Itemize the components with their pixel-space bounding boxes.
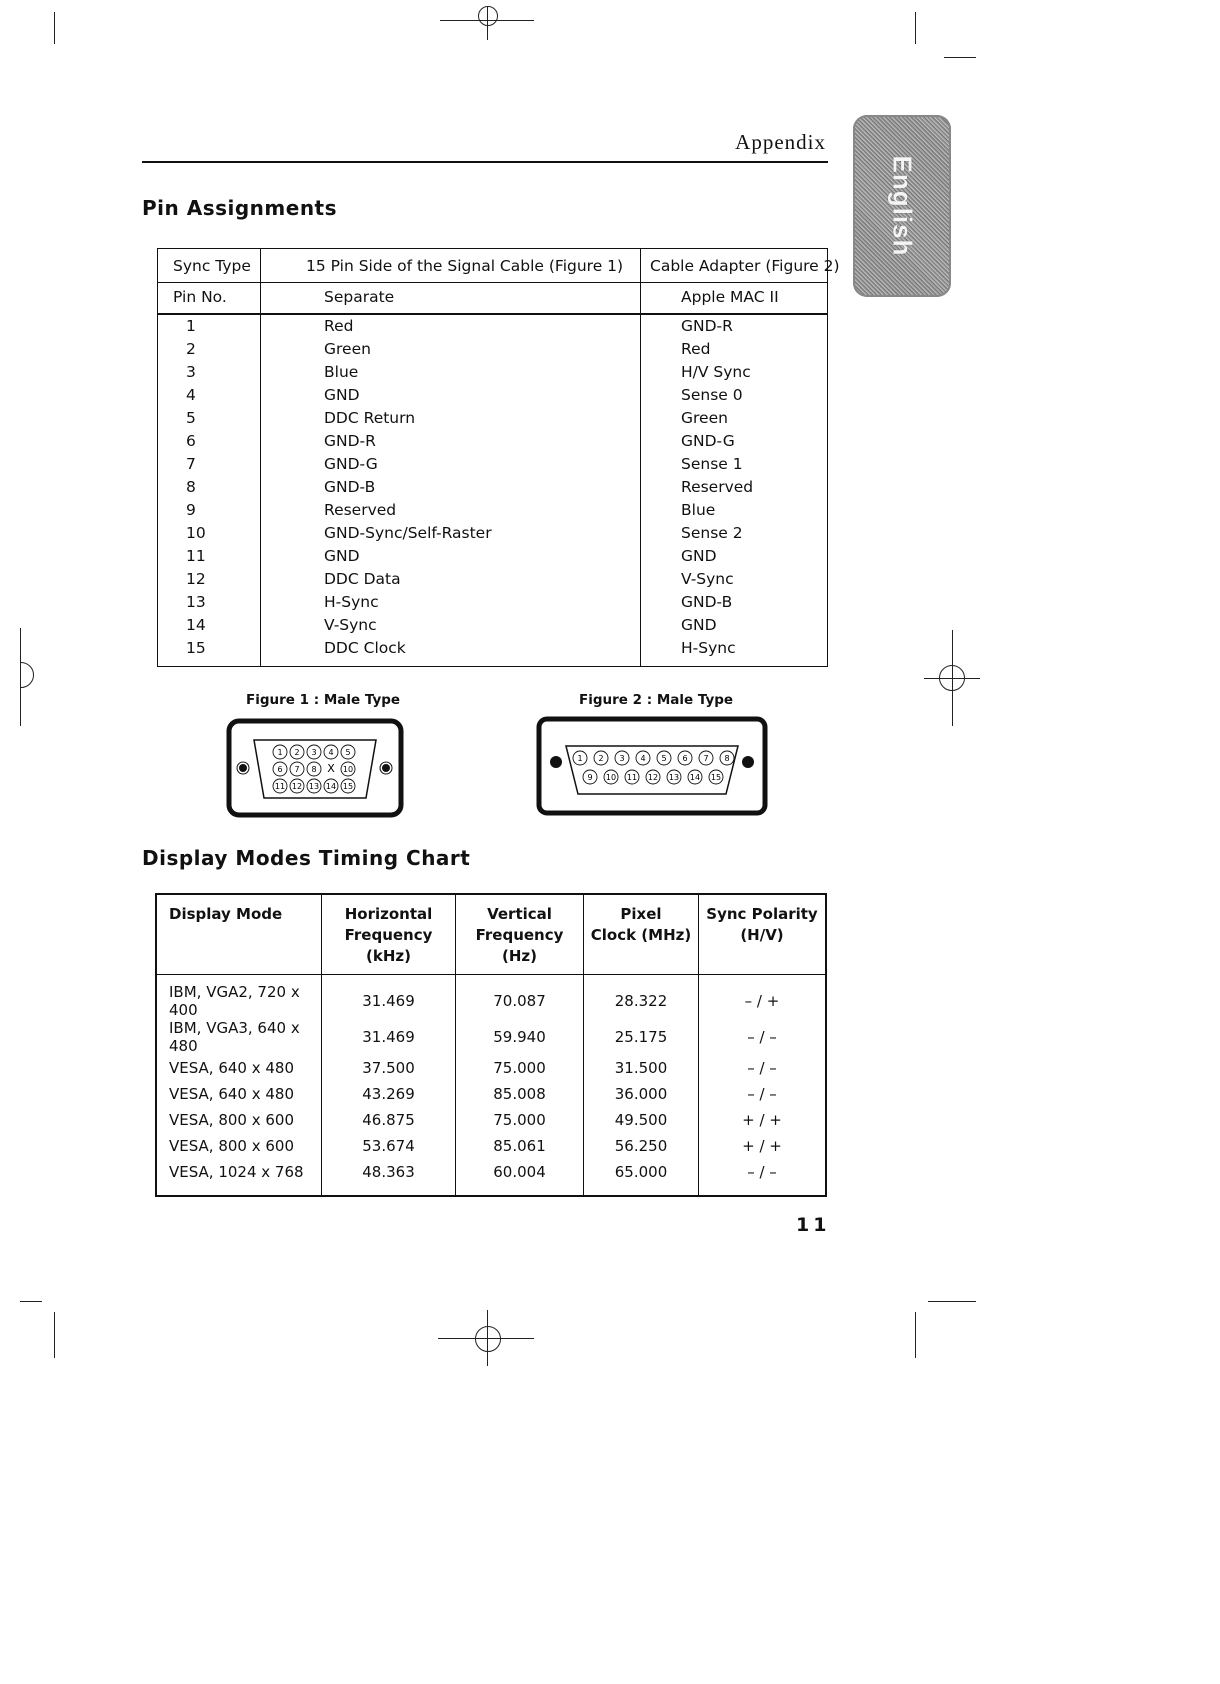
pin-label: 6 bbox=[277, 765, 283, 774]
col-display-mode: Display Mode bbox=[156, 894, 322, 975]
pin-label: 2 bbox=[598, 754, 604, 763]
pin-cell-pin: 5 bbox=[186, 409, 196, 427]
pin-label: 3 bbox=[619, 754, 625, 763]
timing-cell-sync: – / – bbox=[747, 1085, 777, 1103]
pin-cell-pin: 10 bbox=[186, 524, 206, 542]
table-row bbox=[156, 1133, 826, 1159]
pin-cell-apple: Green bbox=[681, 409, 728, 427]
pin-cell-pin: 14 bbox=[186, 616, 206, 634]
timing-cell-h: 48.363 bbox=[322, 1159, 456, 1196]
pin-cell-apple: GND bbox=[681, 547, 717, 565]
pin-cell-apple: Blue bbox=[681, 501, 716, 519]
pin-label: 14 bbox=[689, 773, 701, 782]
pin-label: 15 bbox=[710, 773, 722, 782]
pin-cell-apple: Reserved bbox=[681, 478, 754, 496]
timing-chart-table bbox=[155, 893, 827, 1197]
underline-mark bbox=[286, 282, 308, 283]
screw-hole-icon bbox=[742, 756, 754, 768]
pin-cell-apple: Sense 2 bbox=[681, 524, 743, 542]
pin-cell-pin: 3 bbox=[186, 363, 196, 381]
pin-label: 12 bbox=[647, 773, 659, 782]
pin-cell-separate: Blue bbox=[324, 363, 359, 381]
pin-cell-apple: GND-R bbox=[681, 317, 733, 335]
pin-cell-apple: H-Sync bbox=[681, 639, 736, 657]
timing-cell-v: 59.940 bbox=[456, 1019, 584, 1055]
pin-cell-separate: V-Sync bbox=[324, 616, 377, 634]
pin-label: 7 bbox=[703, 754, 709, 763]
figure-2-caption: Figure 2 : Male Type bbox=[579, 692, 734, 708]
table-row bbox=[158, 616, 827, 639]
pin-cell-separate: GND-B bbox=[324, 478, 376, 496]
table-row bbox=[158, 409, 827, 432]
timing-cell-clock: 31.500 bbox=[584, 1055, 699, 1081]
timing-cell-sync: + / + bbox=[742, 1137, 782, 1155]
timing-cell-v: 75.000 bbox=[456, 1107, 584, 1133]
pin-label: 9 bbox=[587, 773, 593, 782]
header-apple: Apple MAC II bbox=[681, 288, 779, 306]
pin-assignment-table bbox=[157, 248, 840, 667]
pin-cell-pin: 4 bbox=[186, 386, 196, 404]
table-row bbox=[158, 570, 827, 593]
timing-cell-clock: 56.250 bbox=[584, 1133, 699, 1159]
screw-hole-icon bbox=[382, 764, 390, 772]
pin-cell-apple: V-Sync bbox=[681, 570, 734, 588]
col-vertical-frequency: Vertical Frequency (Hz) bbox=[456, 894, 584, 975]
pin-cell-apple: GND-B bbox=[681, 593, 733, 611]
pin-cell-apple: Red bbox=[681, 340, 711, 358]
timing-cell-v: 75.000 bbox=[456, 1055, 584, 1081]
pin-cell-pin: 11 bbox=[186, 547, 206, 565]
section-heading-timing: Display Modes Timing Chart bbox=[142, 846, 471, 870]
pin-cell-pin: 15 bbox=[186, 639, 206, 657]
section-heading-pin: Pin Assignments bbox=[142, 196, 338, 220]
pin-label: 12 bbox=[291, 782, 303, 791]
table-row bbox=[158, 547, 827, 570]
table-row bbox=[158, 317, 827, 340]
crop-mark bbox=[928, 1301, 976, 1302]
pin-label: 5 bbox=[661, 754, 667, 763]
language-tab-label: English bbox=[887, 155, 918, 257]
pin-label: 4 bbox=[328, 748, 334, 757]
table-row bbox=[158, 455, 827, 478]
timing-cell-clock: 49.500 bbox=[584, 1107, 699, 1133]
col-pixel-clock: Pixel Clock (MHz) bbox=[584, 894, 699, 975]
pin-cell-pin: 7 bbox=[186, 455, 196, 473]
pin-cell-separate: GND-R bbox=[324, 432, 376, 450]
crop-mark bbox=[944, 57, 976, 58]
registration-mark bbox=[478, 6, 498, 26]
row-divider bbox=[158, 313, 827, 315]
crop-mark bbox=[20, 1301, 42, 1302]
timing-cell-sync: – / + bbox=[744, 992, 780, 1010]
pin-cell-separate: Green bbox=[324, 340, 371, 358]
pin-cell-separate: GND-Sync/Self-Raster bbox=[324, 524, 492, 542]
pin-cell-separate: Reserved bbox=[324, 501, 397, 519]
pin-cell-separate: Red bbox=[324, 317, 354, 335]
pin-cell-pin: 13 bbox=[186, 593, 206, 611]
registration-mark bbox=[475, 1326, 501, 1352]
pin-cell-pin: 2 bbox=[186, 340, 196, 358]
table-row bbox=[156, 975, 826, 1020]
timing-cell-mode: IBM, VGA2, 720 x 400 bbox=[156, 975, 322, 1020]
timing-cell-clock: 65.000 bbox=[584, 1159, 699, 1196]
pin-cell-apple: Sense 0 bbox=[681, 386, 743, 404]
pin-cell-separate: DDC Clock bbox=[324, 639, 406, 657]
timing-cell-v: 70.087 bbox=[456, 975, 584, 1020]
timing-cell-mode: IBM, VGA3, 640 x 480 bbox=[156, 1019, 322, 1055]
pin-label: X bbox=[327, 762, 335, 775]
language-tab bbox=[853, 115, 951, 297]
table-header-row bbox=[156, 894, 826, 975]
pin-cell-pin: 9 bbox=[186, 501, 196, 519]
timing-cell-sync: – / – bbox=[747, 1028, 777, 1046]
timing-cell-mode: VESA, 640 x 480 bbox=[156, 1081, 322, 1107]
crop-mark bbox=[54, 12, 55, 44]
timing-cell-h: 43.269 bbox=[322, 1081, 456, 1107]
table-row bbox=[158, 639, 827, 662]
figure-2-connector bbox=[536, 716, 768, 816]
pin-label: 11 bbox=[626, 773, 638, 782]
timing-cell-v: 60.004 bbox=[456, 1159, 584, 1196]
timing-cell-v: 85.008 bbox=[456, 1081, 584, 1107]
table-row bbox=[156, 1107, 826, 1133]
timing-cell-mode: VESA, 800 x 600 bbox=[156, 1133, 322, 1159]
pin-cell-separate: DDC Return bbox=[324, 409, 416, 427]
pin-cell-apple: Sense 1 bbox=[681, 455, 743, 473]
pin-label: 13 bbox=[668, 773, 680, 782]
table-row bbox=[156, 1159, 826, 1196]
timing-cell-h: 31.469 bbox=[322, 975, 456, 1020]
timing-cell-h: 46.875 bbox=[322, 1107, 456, 1133]
pin-label: 15 bbox=[342, 782, 354, 791]
page-header: Appendix bbox=[735, 130, 826, 154]
crop-mark bbox=[915, 1312, 916, 1358]
header-pin-no: Pin No. bbox=[173, 288, 227, 306]
pin-label: 7 bbox=[294, 765, 300, 774]
pin-cell-apple: H/V Sync bbox=[681, 363, 751, 381]
timing-cell-mode: VESA, 800 x 600 bbox=[156, 1107, 322, 1133]
registration-mark bbox=[939, 665, 965, 691]
row-divider bbox=[158, 282, 827, 283]
timing-cell-clock: 36.000 bbox=[584, 1081, 699, 1107]
figure-1-caption: Figure 1 : Male Type bbox=[246, 692, 401, 708]
table-row bbox=[156, 1055, 826, 1081]
timing-cell-h: 31.469 bbox=[322, 1019, 456, 1055]
pin-label: 8 bbox=[311, 765, 317, 774]
pin-label: 5 bbox=[345, 748, 351, 757]
table-row bbox=[158, 363, 827, 386]
table-row bbox=[158, 501, 827, 524]
pin-cell-pin: 8 bbox=[186, 478, 196, 496]
screw-hole-icon bbox=[550, 756, 562, 768]
timing-cell-sync: – / – bbox=[747, 1059, 777, 1077]
timing-cell-mode: VESA, 640 x 480 bbox=[156, 1055, 322, 1081]
pin-label: 8 bbox=[724, 754, 730, 763]
header-cable-adapter: Cable Adapter (Figure 2) bbox=[650, 257, 840, 275]
timing-cell-h: 53.674 bbox=[322, 1133, 456, 1159]
pin-label: 1 bbox=[577, 754, 583, 763]
table-row bbox=[158, 386, 827, 409]
table-row bbox=[158, 524, 827, 547]
figure-1-connector bbox=[226, 718, 406, 818]
screw-hole-icon bbox=[239, 764, 247, 772]
pin-label: 14 bbox=[325, 782, 337, 791]
col-sync-polarity: Sync Polarity (H/V) bbox=[699, 894, 827, 975]
timing-cell-mode: VESA, 1024 x 768 bbox=[156, 1159, 322, 1196]
pin-label: 10 bbox=[342, 765, 354, 774]
pin-label: 1 bbox=[277, 748, 283, 757]
pin-cell-separate: H-Sync bbox=[324, 593, 379, 611]
header-signal-cable: 15 Pin Side of the Signal Cable (Figure 1) bbox=[306, 257, 624, 275]
pin-label: 10 bbox=[605, 773, 617, 782]
crop-mark bbox=[915, 12, 916, 44]
table-row bbox=[158, 478, 827, 501]
table-row bbox=[156, 1019, 826, 1055]
header-sync-type: Sync Type bbox=[173, 257, 251, 275]
pin-cell-separate: GND-G bbox=[324, 455, 378, 473]
col-horizontal-frequency: Horizontal Frequency (kHz) bbox=[322, 894, 456, 975]
crop-mark bbox=[20, 628, 21, 726]
pin-cell-pin: 12 bbox=[186, 570, 206, 588]
timing-cell-sync: + / + bbox=[742, 1111, 782, 1129]
header-separate: Separate bbox=[324, 288, 395, 306]
pin-cell-pin: 6 bbox=[186, 432, 196, 450]
table-row bbox=[156, 1081, 826, 1107]
table-row bbox=[158, 340, 827, 363]
timing-cell-clock: 28.322 bbox=[584, 975, 699, 1020]
pin-cell-apple: GND-G bbox=[681, 432, 735, 450]
table-row bbox=[158, 432, 827, 455]
pin-label: 2 bbox=[294, 748, 300, 757]
pin-cell-pin: 1 bbox=[186, 317, 196, 335]
pin-label: 3 bbox=[311, 748, 317, 757]
pin-cell-separate: GND bbox=[324, 547, 360, 565]
pin-label: 4 bbox=[640, 754, 646, 763]
pin-cell-apple: GND bbox=[681, 616, 717, 634]
timing-cell-h: 37.500 bbox=[322, 1055, 456, 1081]
timing-cell-clock: 25.175 bbox=[584, 1019, 699, 1055]
pin-cell-separate: GND bbox=[324, 386, 360, 404]
pin-label: 6 bbox=[682, 754, 688, 763]
table-row bbox=[158, 593, 827, 616]
crop-mark bbox=[54, 1312, 55, 1358]
timing-cell-sync: – / – bbox=[747, 1163, 777, 1181]
registration-mark bbox=[8, 662, 34, 688]
timing-cell-v: 85.061 bbox=[456, 1133, 584, 1159]
header-rule bbox=[142, 161, 828, 163]
pin-label: 11 bbox=[274, 782, 286, 791]
pin-cell-separate: DDC Data bbox=[324, 570, 401, 588]
page-number: 11 bbox=[796, 1214, 831, 1236]
pin-label: 13 bbox=[308, 782, 320, 791]
